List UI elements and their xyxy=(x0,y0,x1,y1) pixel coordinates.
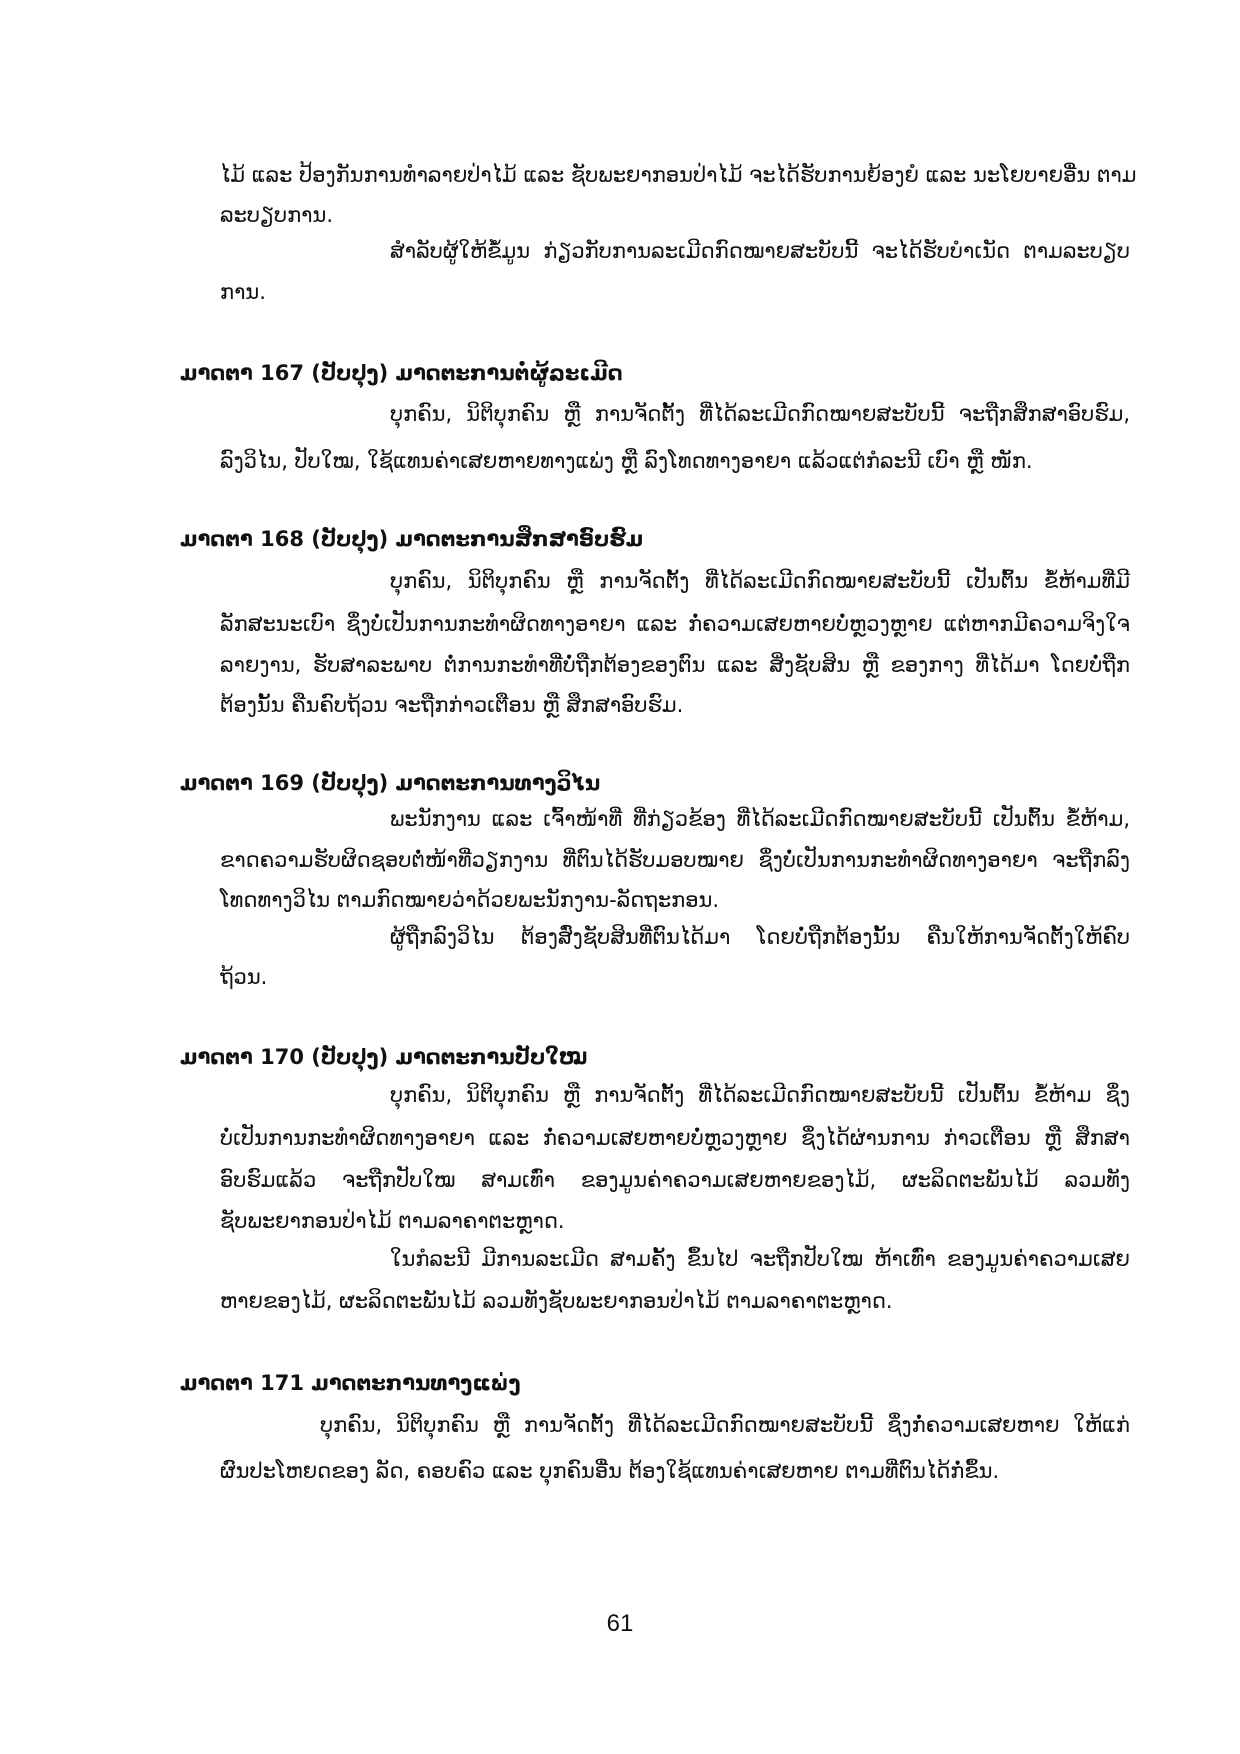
article-168-line-2: ລັກສະນະເບົາ ຊຶ່ງບໍ່ເປັນການກະທຳຜິດທາງອາຍາ ແລະ ກໍ່ຄວາມເສຍຫາຍບໍ່ຫຼວງຫຼາຍ ແຕ່ຫາກມີຄວາມຈິງໃຈ xyxy=(220,612,1130,636)
article-169-line-3: ໂທດທາງວິໄນ ຕາມກົດໝາຍວ່າດ້ວຍພະນັກງານ-ລັດຖະກອນ. xyxy=(220,888,720,912)
article-167-line-2: ລົງວິໄນ, ປັບໃໝ, ໃຊ້ແທນຄ່າເສຍຫາຍທາງແພ່ງ ຫຼື ລົງໂທດທາງອາຍາ ແລ້ວແຕ່ກໍລະນີ ເບົາ ຫຼື ໜັກ. xyxy=(220,449,1033,473)
article-170-line-3: ອົບຮົມແລ້ວ ຈະຖືກປັບໃໝ ສາມເທົ່າ ຂອງມູນຄ່າຄວາມເສຍຫາຍຂອງໄມ້, ຜະລິດຕະພັນໄມ້ ລວມທັງ xyxy=(220,1168,1130,1192)
article-170-line-6: ຫາຍຂອງໄມ້, ຜະລິດຕະພັນໄມ້ ລວມທັງຊັບພະຍາກອນປ່າໄມ້ ຕາມລາຄາຕະຫຼາດ. xyxy=(220,1289,893,1313)
intro-line-3: ສຳລັບຜູ້ໃຫ້ຂໍ້ມູນ ກ່ຽວກັບການລະເມີດກົດໝາຍສະບັບນີ້ ຈະໄດ້ຮັບບຳເນັດ ຕາມລະບຽບ xyxy=(390,239,1130,263)
article-170-line-2: ບໍ່ເປັນການກະທຳຜິດທາງອາຍາ ແລະ ກໍ່ຄວາມເສຍຫາຍບໍ່ຫຼວງຫຼາຍ ຊຶ່ງໄດ້ຜ່ານການ ກ່າວເຕືອນ ຫຼື ສຶກສາ xyxy=(220,1126,1130,1150)
intro-line-2: ລະບຽບການ. xyxy=(220,203,333,227)
article-167-heading: ມາດຕາ 167 (ປັບປຸງ) ມາດຕະການຕໍ່ຜູ້ລະເມີດ xyxy=(180,361,623,385)
intro-line-1: ໄມ້ ແລະ ປ້ອງກັນການທຳລາຍປ່າໄມ້ ແລະ ຊັບພະຍາກອນປ່າໄມ້ ຈະໄດ້ຮັບການຍ້ອງຍໍ ແລະ ນະໂຍບາຍອື່ນ ຕາມ xyxy=(220,163,1137,187)
article-168-heading: ມາດຕາ 168 (ປັບປຸງ) ມາດຕະການສຶກສາອົບຮົມ xyxy=(180,527,644,551)
article-168-line-1: ບຸກຄົນ, ນິຕິບຸກຄົນ ຫຼື ການຈັດຕັ້ງ ທີ່ໄດ້ລະເມີດກົດໝາຍສະບັບນີ້ ເປັນຕົ້ນ ຂໍ້ຫ້າມທີ່ມີ xyxy=(390,569,1130,593)
article-171-line-2: ຜົນປະໂຫຍດຂອງ ລັດ, ຄອບຄົວ ແລະ ບຸກຄົນອື່ນ ຕ້ອງໃຊ້ແທນຄ່າເສຍຫາຍ ຕາມທີ່ຕົນໄດ້ກໍ່ຂຶ້ນ. xyxy=(220,1459,1000,1483)
article-169-line-2: ຂາດຄວາມຮັບຜິດຊອບຕໍ່ໜ້າທີ່ວຽກງານ ທີ່ຕົນໄດ້ຮັບມອບໝາຍ ຊຶ່ງບໍ່ເປັນການກະທຳຜິດທາງອາຍາ ຈະຖືກລົງ xyxy=(220,848,1130,872)
article-169-line-1: ພະນັກງານ ແລະ ເຈົ້າໜ້າທີ່ ທີ່ກ່ຽວຂ້ອງ ທີ່ໄດ້ລະເມີດກົດໝາຍສະບັບນີ້ ເປັນຕົ້ນ ຂໍ້ຫ້າມ, xyxy=(390,807,1130,831)
article-170-line-4: ຊັບພະຍາກອນປ່າໄມ້ ຕາມລາຄາຕະຫຼາດ. xyxy=(220,1209,565,1233)
article-169-line-5: ຖ້ວນ. xyxy=(220,965,268,989)
article-168-line-3: ລາຍງານ, ຮັບສາລະພາບ ຕໍ່ການກະທຳທີ່ບໍ່ຖືກຕ້ອງຂອງຕົນ ແລະ ສິ່ງຊັບສິນ ຫຼື ຂອງກາງ ທີ່ໄດ້ມາ ໂດຍບໍ່ຖືກ xyxy=(220,653,1130,677)
page-number: 61 xyxy=(606,1610,634,1637)
article-171-line-1: ບຸກຄົນ, ນິຕິບຸກຄົນ ຫຼື ການຈັດຕັ້ງ ທີ່ໄດ້ລະເມີດກົດໝາຍສະບັບນີ້ ຊຶ່ງກໍ່ຄວາມເສຍຫາຍ ໃຫ້ແກ່ xyxy=(320,1413,1130,1437)
article-170-heading: ມາດຕາ 170 (ປັບປຸງ) ມາດຕະການປັບໃໝ xyxy=(180,1045,588,1069)
article-167-line-1: ບຸກຄົນ, ນິຕິບຸກຄົນ ຫຼື ການຈັດຕັ້ງ ທີ່ໄດ້ລະເມີດກົດໝາຍສະບັບນີ້ ຈະຖືກສຶກສາອົບຮົມ, xyxy=(390,402,1130,426)
article-168-line-4: ຕ້ອງນັ້ນ ຄືນຄົບຖ້ວນ ຈະຖືກກ່າວເຕືອນ ຫຼື ສຶກສາອົບຮົມ. xyxy=(220,693,684,717)
article-170-line-1: ບຸກຄົນ, ນິຕິບຸກຄົນ ຫຼື ການຈັດຕັ້ງ ທີ່ໄດ້ລະເມີດກົດໝາຍສະບັບນີ້ ເປັນຕົ້ນ ຂໍ້ຫ້າມ ຊຶ່ງ xyxy=(390,1083,1130,1107)
article-171-heading: ມາດຕາ 171 ມາດຕະການທາງແພ່ງ xyxy=(180,1371,521,1395)
article-169-heading: ມາດຕາ 169 (ປັບປຸງ) ມາດຕະການທາງວິໄນ xyxy=(180,771,601,795)
article-169-line-4: ຜູ້ຖືກລົງວິໄນ ຕ້ອງສົ່ງຊັບສິນທີ່ຕົນໄດ້ມາ ໂດຍບໍ່ຖືກຕ້ອງນັ້ນ ຄືນໃຫ້ການຈັດຕັ້ງໃຫ້ຄົບ xyxy=(390,925,1130,949)
intro-line-4: ການ. xyxy=(220,280,266,304)
article-170-line-5: ໃນກໍລະນີ ມີການລະເມີດ ສາມຄັ້ງ ຂຶ້ນໄປ ຈະຖືກປັບໃໝ ຫ້າເທົ່າ ຂອງມູນຄ່າຄວາມເສຍ xyxy=(390,1247,1130,1271)
